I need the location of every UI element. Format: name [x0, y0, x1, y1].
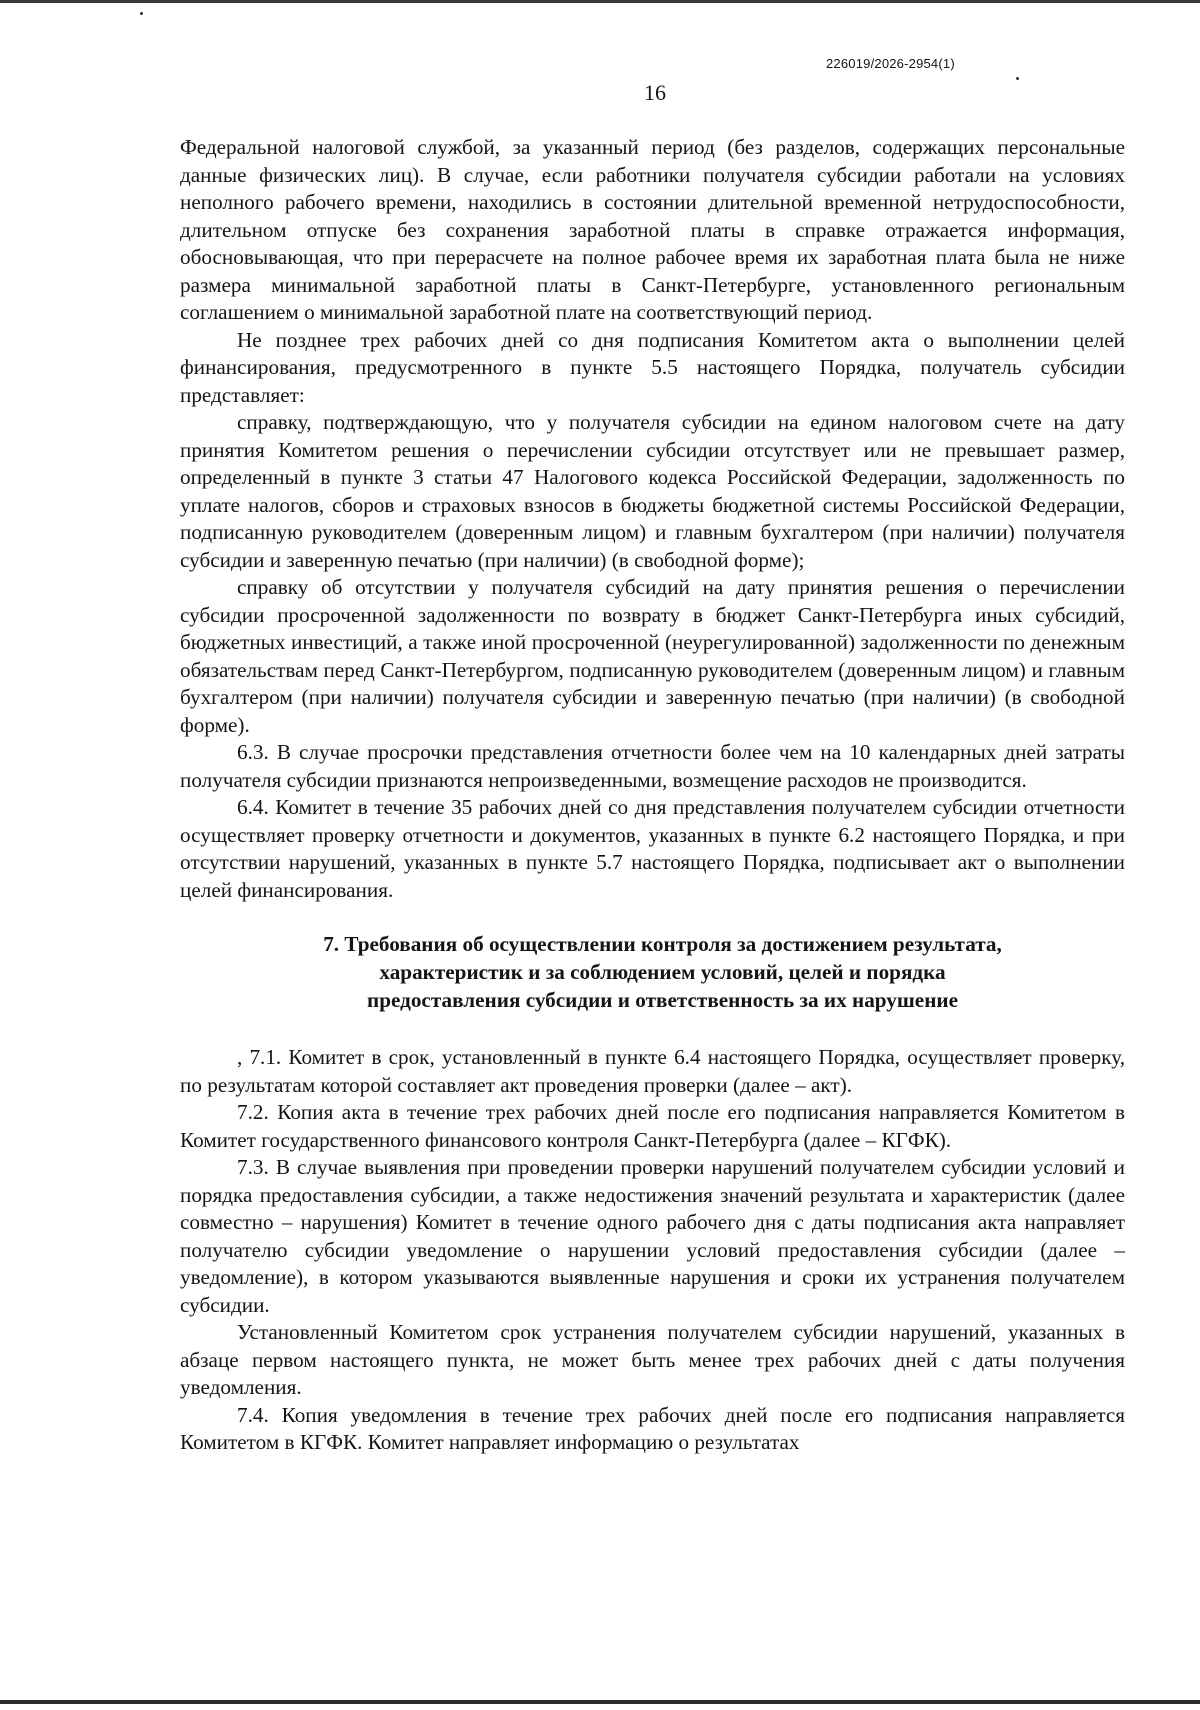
paragraph: Установленный Комитетом срок устранения получателем субсидии нарушений, указанных в абзаце первом настоящего пункта, не может быть менее трех рабочих дней с даты получения уведомления. [180, 1320, 1125, 1399]
paragraph: 6.3. В случае просрочки представления отчетности более чем на 10 календарных дней затраты получателя субсидии признаются непроизведенными, возмещение расходов не производится. [180, 740, 1125, 792]
paragraph: 7.3. В случае выявления при проведении проверки нарушений получателем субсидии условий и порядка предоставления субсидии, а также недостижения значений результата и характеристик (далее совместно – нарушения) Комитет в течение одного рабочего дня с даты подписания акта направляет получателю субсидии уведомление о нарушении условий предоставления субсидии (далее – уведомление), в котором указываются выявленные нарушения и сроки их устранения получателем субсидии. [180, 1155, 1125, 1317]
paragraph: , 7.1. Комитет в срок, установленный в пункте 6.4 настоящего Порядка, осуществляет проверку, по результатам которой составляет акт проведения проверки (далее – акт). [180, 1045, 1125, 1097]
paragraph: 6.4. Комитет в течение 35 рабочих дней со дня представления получателем субсидии отчетности осуществляет проверку отчетности и документов, указанных в пункте 6.2 настоящего Порядка, и при отсутствии нарушений, указанных в пункте 5.7 настоящего Порядка, подписывает акт о выполнении целей финансирования. [180, 795, 1125, 902]
page-number: 16 [644, 80, 666, 105]
section-heading-line: характеристик и за соблюдением условий, целей и порядка [379, 960, 946, 984]
paragraph: Федеральной налоговой службой, за указанный период (без разделов, содержащих персональные данные физических лиц). В случае, если работники получателя субсидии работали на условиях неполного рабочего времени, находились в состоянии длительной временной нетрудоспособности, длительном отпуске без сохранения заработной платы в справке отражается информация, обосновывающая, что при перерасчете на полное рабочее время их заработная плата была не ниже размера минимальной заработной платы в Санкт-Петербурге, установленного региональным соглашением о минимальной заработной плате на соответствующий период. [180, 135, 1125, 324]
scan-edge-bottom [0, 1700, 1200, 1704]
section-heading [180, 930, 1125, 1014]
section-heading-line: предоставления субсидии и ответственность за их нарушение [366, 988, 959, 1012]
scan-edge-top [0, 0, 1200, 3]
paragraph: справку, подтверждающую, что у получателя субсидии на едином налоговом счете на дату принятия Комитетом решения о перечислении субсидии отсутствует или не превышает размер, определенный в пункте 3 статьи 47 Налогового кодекса Российской Федерации, задолженность по уплате налогов, сборов и страховых взносов в бюджеты бюджетной системы Российской Федерации, подписанную руководителем (доверенным лицом) и главным бухгалтером (при наличии) получателя субсидии и заверенную печатью (при наличии) (в свободной форме); [180, 410, 1125, 572]
paragraph: справку об отсутствии у получателя субсидий на дату принятия решения о перечислении субсидии просроченной задолженности по возврату в бюджет Санкт-Петербурга иных субсидий, бюджетных инвестиций, а также иной просроченной (неурегулированной) задолженности по денежным обязательствам перед Санкт-Петербургом, подписанную руководителем (доверенным лицом) и главным бухгалтером (при наличии) получателя субсидии и заверенную печатью (при наличии) (в свободной форме). [180, 575, 1125, 737]
scan-speck [140, 12, 143, 15]
paragraph: Не позднее трех рабочих дней со дня подписания Комитетом акта о выполнении целей финансирования, предусмотренного в пункте 5.5 настоящего Порядка, получатель субсидии представляет: [180, 327, 1125, 407]
document-body [180, 134, 1125, 1457]
paragraph: 7.4. Копия уведомления в течение трех рабочих дней после его подписания направляется Комитетом в КГФК. Комитет направляет информацию о результатах [180, 1402, 1125, 1454]
document-id: 226019/2026-2954(1) [826, 56, 955, 71]
section-heading-line: 7. Требования об осуществлении контроля за достижением результата, [323, 932, 1002, 956]
paragraph: 7.2. Копия акта в течение трех рабочих дней после его подписания направляется Комитетом в Комитет государственного финансового контроля Санкт-Петербурга (далее – КГФК). [180, 1100, 1125, 1152]
